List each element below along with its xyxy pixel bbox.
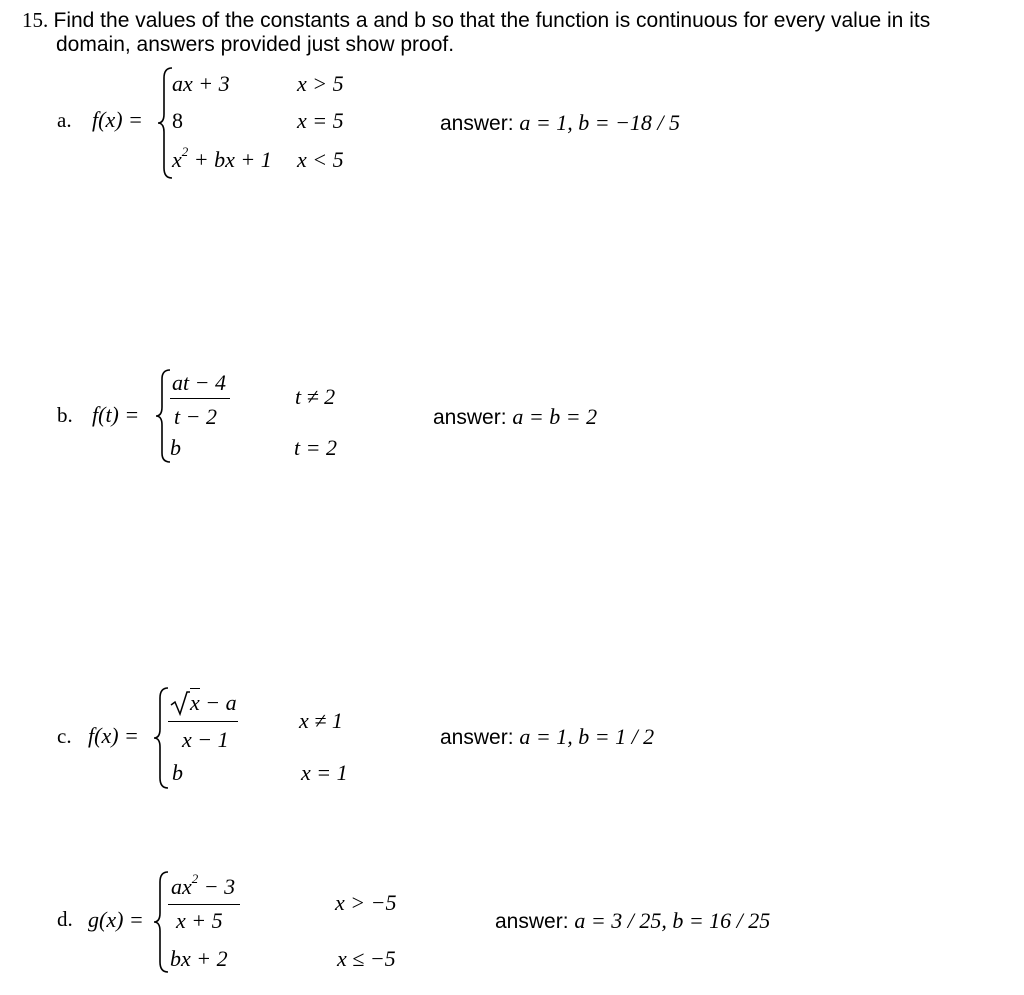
function-lhs: f(x) = <box>88 723 139 748</box>
question-number: 15. <box>22 8 49 32</box>
case2-condition: x = 1 <box>301 760 348 785</box>
part-label: b. <box>57 403 73 427</box>
left-brace <box>152 686 170 790</box>
question-header <box>22 8 930 33</box>
fraction-denominator: x − 1 <box>182 727 229 752</box>
case3-expression: $x^2$ + bx + 1 <box>172 143 272 172</box>
part-label: d. <box>57 907 73 931</box>
function-lhs: f(x) = <box>92 107 143 132</box>
function-lhs: g(x) = <box>88 907 144 932</box>
case2-expression: 8 <box>172 108 183 133</box>
answer-c: answer: a = 1, b = 1 / 2 <box>440 724 655 749</box>
function-lhs: f(t) = <box>92 402 140 427</box>
answer-a: answer: a = 1, b = −18 / 5 <box>440 110 681 135</box>
fraction-denominator: t − 2 <box>174 404 217 429</box>
case2-condition: x ≤ −5 <box>337 946 396 971</box>
case2-expression: b <box>170 435 181 460</box>
answer-d: answer: a = 3 / 25, b = 16 / 25 <box>495 908 771 933</box>
case2-condition: x = 5 <box>297 108 344 133</box>
case2-expression: b <box>172 760 183 785</box>
question-text-line1: Find the values of the constants a and b so that the function is continuous for every value in its <box>53 9 931 32</box>
fraction-denominator: x + 5 <box>176 908 223 933</box>
sqrt-icon <box>170 690 190 716</box>
case1-expression: ax + 3 <box>172 71 230 96</box>
case3-condition: x < 5 <box>297 147 344 172</box>
case1-condition: x ≠ 1 <box>299 708 343 733</box>
fraction-numerator: x − a <box>170 690 237 716</box>
case1-condition: x > 5 <box>297 71 344 96</box>
case1-condition: t ≠ 2 <box>295 384 336 409</box>
part-label: a. <box>57 108 72 132</box>
left-brace <box>152 870 170 974</box>
fraction-bar <box>170 398 230 399</box>
case2-expression: bx + 2 <box>170 946 228 971</box>
fraction-numerator: $ax^2 - 3$ <box>171 870 236 899</box>
case1-condition: x > −5 <box>335 890 397 915</box>
case2-condition: t = 2 <box>294 435 337 460</box>
part-label: c. <box>57 724 72 748</box>
fraction-bar <box>168 904 240 905</box>
answer-b: answer: a = b = 2 <box>433 404 598 429</box>
fraction-numerator: at − 4 <box>172 370 226 395</box>
fraction-bar <box>168 721 238 722</box>
question-text-line2: domain, answers provided just show proof. <box>56 33 455 56</box>
